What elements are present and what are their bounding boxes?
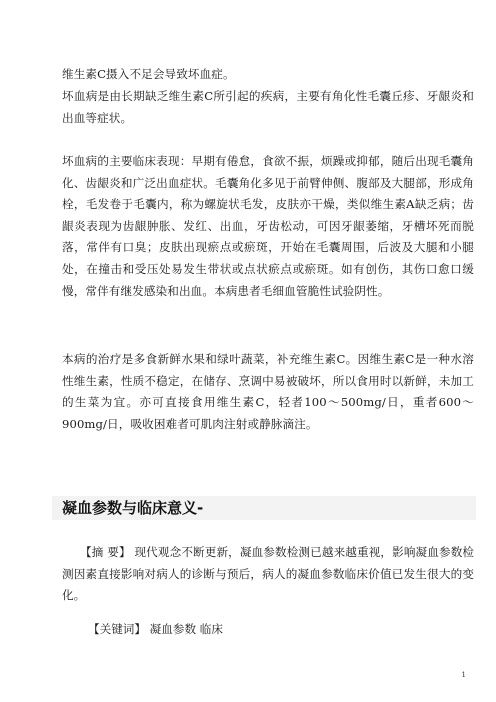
paragraph-treatment [62,349,474,435]
paragraph-scurvy-definition [62,86,474,129]
paragraph-text: 坏血病是由长期缺乏维生素C所引起的疾病，主要有角化性毛囊丘疹、牙龈炎和出血等症状。 [62,89,474,125]
paragraph-text: 本病的治疗是多食新鲜水果和绿叶蔬菜，补充维生素C。因维生素C是一种水溶性维生素，性质不稳定，在储存、烹调中易被破坏，所以食用时以新鲜，未加工的生菜为宜。亦可直接食用维生素C，轻者100～500mg/日，重者600～900mg/日，吸收困难者可肌肉注射或静脉滴注。 [62,352,474,431]
page-number: 1 [461,671,466,679]
abstract-text: 现代观念不断更新，凝血参数检测已越来越重视，影响凝血参数检测因素直接影响对病人的诊断与预后，病人的凝血参数临床价值已发生很大的变化。 [62,545,474,603]
keywords-block [88,619,223,641]
paragraph-text: 坏血病的主要临床表现：早期有倦怠，食欲不振，烦躁或抑郁，随后出现毛囊角化、齿龈炎和广泛出血症状。毛囊角化多见于前臂伸侧、腹部及大腿部，形成角栓，毛发卷于毛囊内，称为螺旋状毛发，皮肤亦干燥，类似维生素A缺乏病；齿龈炎表现为齿龈肿胀、发红、出血，牙齿松动，可因牙龈萎缩，牙槽坏死而脱落，常伴有口臭；皮肤出现瘀点或瘀斑，开始在毛囊周围，后波及大腿和小腿处，在撞击和受压处易发生带状或点状瘀点或瘀斑。如有创伤，其伤口愈口缓慢，常伴有继发感染和出血。本病患者毛细血管脆性试验阴性。 [62,154,474,298]
paragraph-text: 维生素C摄入不足会导致坏血症。 [62,67,235,81]
paragraph-vitamin-c-intake [62,64,474,86]
section-title: 凝血参数与临床意义- [62,499,204,517]
paragraph-clinical-symptoms [62,151,474,302]
keywords-label: 【关键词】 [88,622,146,636]
keywords-text: 凝血参数 临床 [149,622,223,636]
abstract-block [62,542,474,607]
abstract-label: 【摘 要】 [80,545,131,559]
